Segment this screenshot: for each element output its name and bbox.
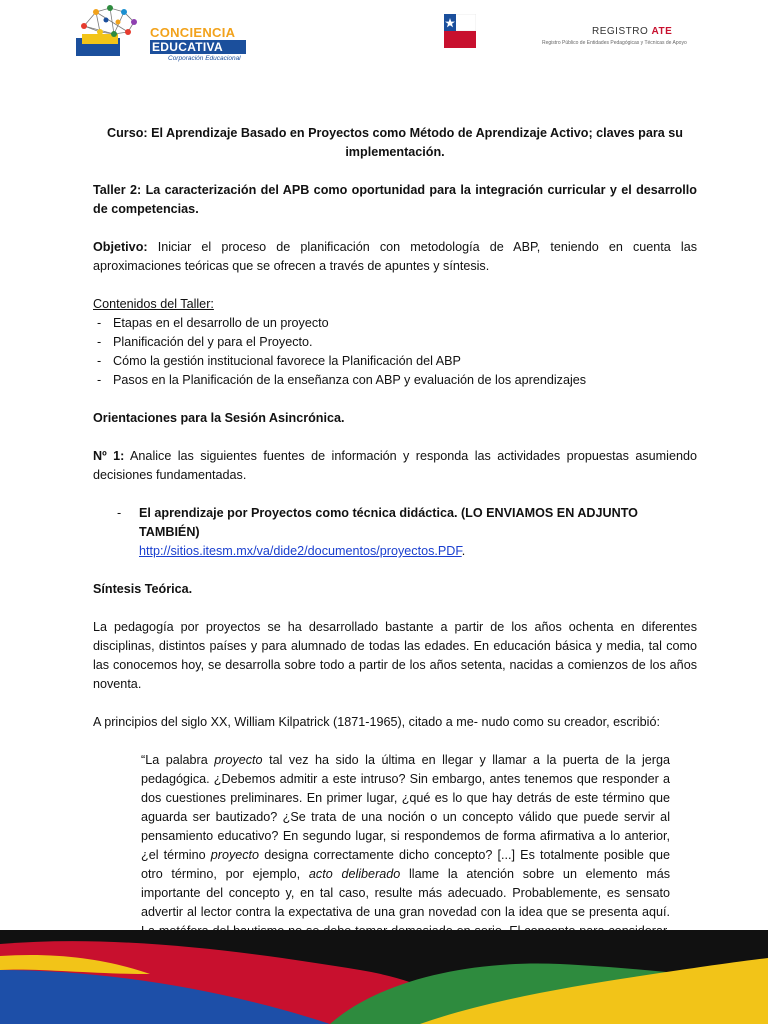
objetivo-label: Objetivo: [93,240,148,254]
quote-text: tal vez ha sido la última en llegar y llamar a la puerta de la jerga pedagógica. ¿Debemos admitir a este intruso? Sin embargo, antes tenemos que responder a dos cuestiones preliminares. En primer lugar, ¿qué es lo que hay detrás de este término que aguarda ser bautizado? ¿Se trata de una noción o un concepto válido que puede servir al pensamiento educativo? En segundo lugar, si respondemos de forma afirmativa a lo anterior, ¿el término [141,753,670,862]
conciencia-educativa-logo [70,4,250,60]
quote-italic: acto deliberado [308,867,401,881]
sintesis-paragraph-2: A principios del siglo XX, William Kilpatrick (1871-1965), citado a me- nudo como su creador, escribió: [93,715,660,729]
registro-ate-logo [444,14,694,54]
sintesis-paragraph-1: La pedagogía por proyectos se ha desarrollado bastante a partir de los años ochenta en diferentes disciplinas, distintos países y para alumnado de todas las edades. En educación básica y media, tal como las conocemos hoy, se desarrolla sobre todo a partir de los años setenta, nacidas a comienzos de los años noventa. [93,620,697,691]
logo-line-3: Corporación Educacional [168,55,241,62]
n1-label: Nº 1: [93,449,125,463]
registro-ate-subtitle: Registro Público de Entidades Pedagógicas y Técnicas de Apoyo [542,40,687,46]
contenidos-list [93,314,697,390]
objetivo-paragraph [93,238,697,276]
fuente-link[interactable]: http://sitios.itesm.mx/va/dide2/documentos/proyectos.PDF [139,544,462,558]
n1-text: Analice las siguientes fuentes de información y responda las actividades propuestas asumiendo decisiones fundamentadas. [93,449,697,482]
ate-accent: ATE [651,26,673,37]
orientaciones-heading: Orientaciones para la Sesión Asincrónica. [93,411,345,425]
logo-line-1: CONCIENCIA [150,25,236,40]
n1-paragraph [93,447,697,485]
logo-line-2: EDUCATIVA [150,40,246,54]
quote-italic: proyecto [214,753,263,767]
quote-italic: proyecto [210,848,260,862]
list-item: - Planificación del y para el Proyecto. [93,333,697,352]
ate-prefix: REGISTRO [592,26,652,37]
kilpatrick-quote [141,751,670,960]
quote-text: llame la atención sobre un elemento más importante del concepto y, en tal caso, resulte más adecuado. Probablemente, es sensato advertir al lector contra la expectativa de una gran novedad con la idea que se presenta aquí. [141,867,670,919]
quote-text: designa correctamente dicho concepto? [...] Es totalmente posible que otro término, por ejemplo, [141,848,670,881]
course-title: Curso: El Aprendizaje Basado en Proyectos como Método de Aprendizaje Activo; claves para su implementación. [107,126,683,159]
chile-emblem-icon [444,14,476,48]
footer-decorative-band [0,930,768,1024]
quote-text: “La palabra [141,753,215,767]
page-header [0,0,768,70]
objetivo-text: Iniciar el proceso de planificación con metodología de ABP, teniendo en cuenta las aproximaciones teóricas que se ofrecen a través de apuntes y síntesis. [93,240,697,273]
contenidos-heading: Contenidos del Taller: [93,297,214,311]
fuente-link-period: . [461,544,466,558]
fuente-dash: - [117,506,122,520]
fuente-link-line [139,542,697,561]
document-body [93,124,697,960]
sintesis-heading: Síntesis Teórica. [93,582,193,596]
list-item: - Pasos en la Planificación de la enseñanza con ABP y evaluación de los aprendizajes [93,371,697,390]
taller-title: Taller 2: La caracterización del APB como oportunidad para la integración curricular y el desarrollo de competencias. [93,183,697,216]
fuente-title: El aprendizaje por Proyectos como técnica didáctica. (LO ENVIAMOS EN ADJUNTO TAMBIÉN) [139,506,638,539]
list-item: - Etapas en el desarrollo de un proyecto [93,314,697,333]
brain-network-icon [70,4,150,60]
fuente-item [93,504,697,561]
list-item: - Cómo la gestión institucional favorece la Planificación del ABP [93,352,697,371]
registro-ate-title [592,26,672,37]
